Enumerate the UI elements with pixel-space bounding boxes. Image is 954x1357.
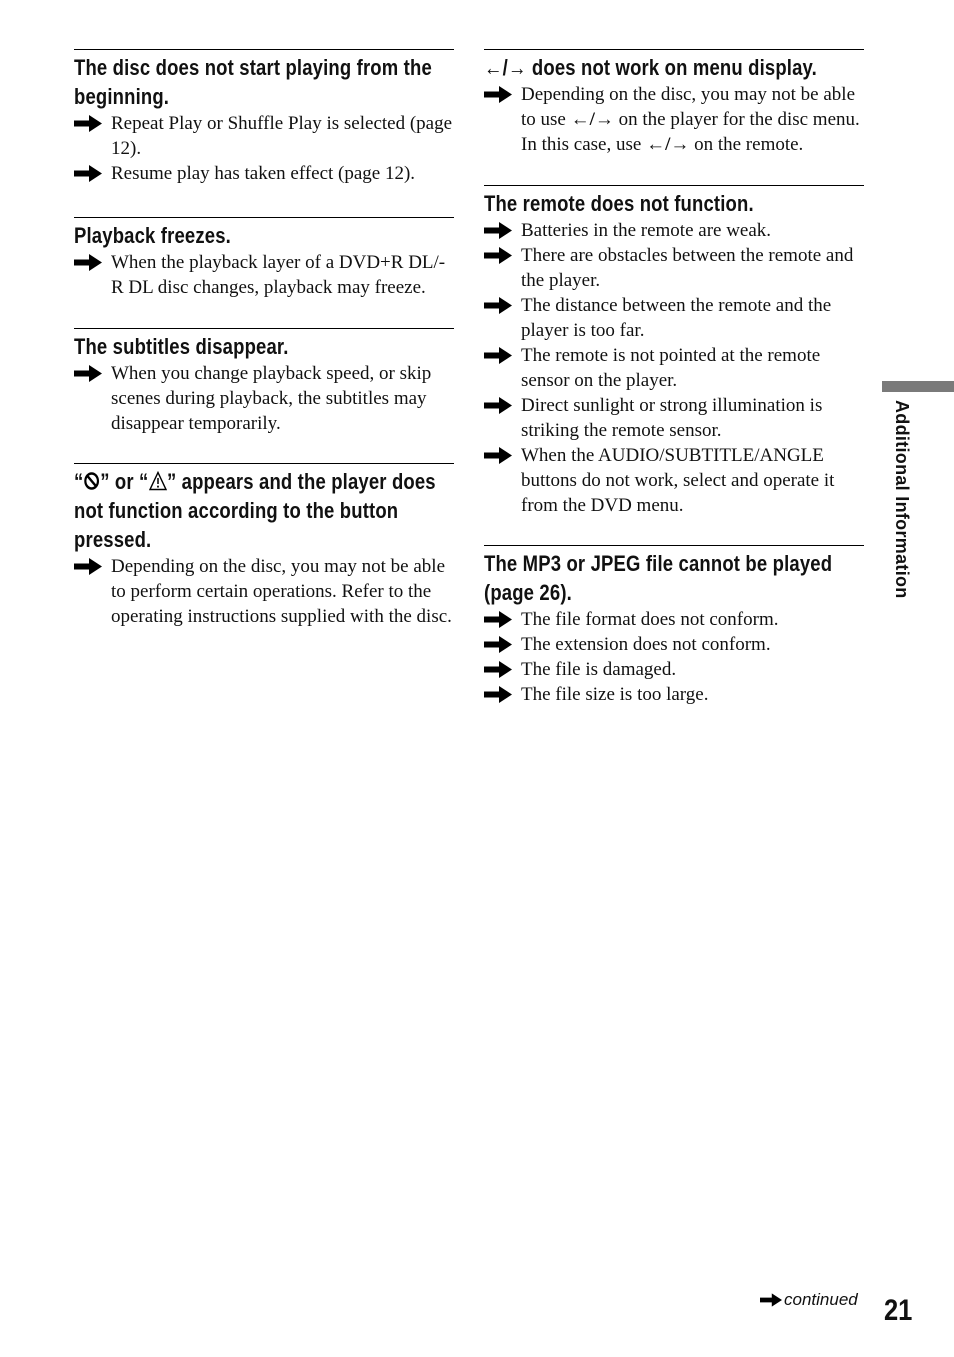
item-list — [484, 607, 864, 707]
arrow-right-icon — [74, 254, 102, 271]
arrow-right-icon — [484, 347, 512, 364]
item-list — [74, 250, 454, 300]
section-arrows-menu — [484, 49, 864, 157]
item-list — [484, 82, 864, 157]
list-item: Batteries in the remote are weak. — [484, 218, 864, 243]
list-item: The extension does not conform. — [484, 632, 864, 657]
left-column — [74, 49, 454, 661]
section-playback-freezes — [74, 217, 454, 300]
section-disc-not-start — [74, 49, 454, 186]
left-right-arrows: ←/→ — [570, 109, 614, 130]
item-list — [74, 554, 454, 629]
arrow-right-icon — [484, 86, 512, 103]
arrow-right-icon — [484, 661, 512, 678]
list-item: The distance between the remote and the player is too far. — [484, 293, 864, 343]
arrow-right-icon — [74, 558, 102, 575]
list-item: The file format does not conform. — [484, 607, 864, 632]
section-title: The subtitles disappear. — [74, 334, 289, 359]
arrow-right-icon — [484, 247, 512, 264]
list-item: The remote is not pointed at the remote sensor on the player. — [484, 343, 864, 393]
list-item: Repeat Play or Shuffle Play is selected (page 12). — [74, 111, 454, 161]
section-subtitles-disappear — [74, 328, 454, 436]
section-mp3-jpeg — [484, 545, 864, 707]
arrow-right-icon — [760, 1293, 782, 1307]
list-item: The file is damaged. — [484, 657, 864, 682]
left-right-arrows: ←/→ — [646, 134, 690, 155]
arrow-right-icon — [484, 397, 512, 414]
arrow-right-icon — [484, 686, 512, 703]
item-list — [74, 111, 454, 186]
list-item: Depending on the disc, you may not be able to use ←/→ on the player for the disc menu. In this case, use ←/→ on the remote. — [484, 82, 864, 157]
left-right-arrows: ←/→ — [484, 55, 527, 80]
section-title: Playback freezes. — [74, 223, 231, 248]
arrow-right-icon — [484, 611, 512, 628]
section-remote-not-function — [484, 185, 864, 518]
list-item: Resume play has taken effect (page 12). — [74, 161, 454, 186]
right-column — [484, 49, 864, 739]
section-title: The disc does not start playing from the beginning. — [74, 55, 432, 109]
list-item: Depending on the disc, you may not be able to perform certain operations. Refer to the operating instructions supplied with the disc. — [74, 554, 454, 629]
list-item: The file size is too large. — [484, 682, 864, 707]
list-item: Direct sunlight or strong illumination is striking the remote sensor. — [484, 393, 864, 443]
section-title: “ ” or “ ” appears and the player does not function according to the button pressed. — [74, 469, 436, 552]
section-title: The MP3 or JPEG file cannot be played (page 26). — [484, 551, 833, 605]
arrow-right-icon — [484, 222, 512, 239]
arrow-right-icon — [484, 447, 512, 464]
arrow-right-icon — [484, 297, 512, 314]
side-tab-bar — [882, 381, 954, 392]
arrow-right-icon — [74, 115, 102, 132]
item-list — [74, 361, 454, 436]
arrow-right-icon — [74, 365, 102, 382]
page-number: 21 — [884, 1294, 913, 1327]
list-item: When you change playback speed, or skip scenes during playback, the subtitles may disappear temporarily. — [74, 361, 454, 436]
prohibited-icon — [83, 471, 100, 491]
side-tab-label: Additional Information — [892, 400, 912, 599]
list-item: When the AUDIO/SUBTITLE/ANGLE buttons do not work, select and operate it from the DVD menu. — [484, 443, 864, 518]
section-title: ←/→ does not work on menu display. — [484, 55, 817, 80]
section-prohibited-appears — [74, 463, 454, 629]
continued-note: continued — [760, 1290, 858, 1310]
list-item: When the playback layer of a DVD+R DL/-R DL disc changes, playback may freeze. — [74, 250, 454, 300]
arrow-right-icon — [484, 636, 512, 653]
list-item: There are obstacles between the remote and the player. — [484, 243, 864, 293]
item-list — [484, 218, 864, 518]
section-title: The remote does not function. — [484, 191, 754, 216]
warning-icon — [148, 471, 166, 491]
arrow-right-icon — [74, 165, 102, 182]
